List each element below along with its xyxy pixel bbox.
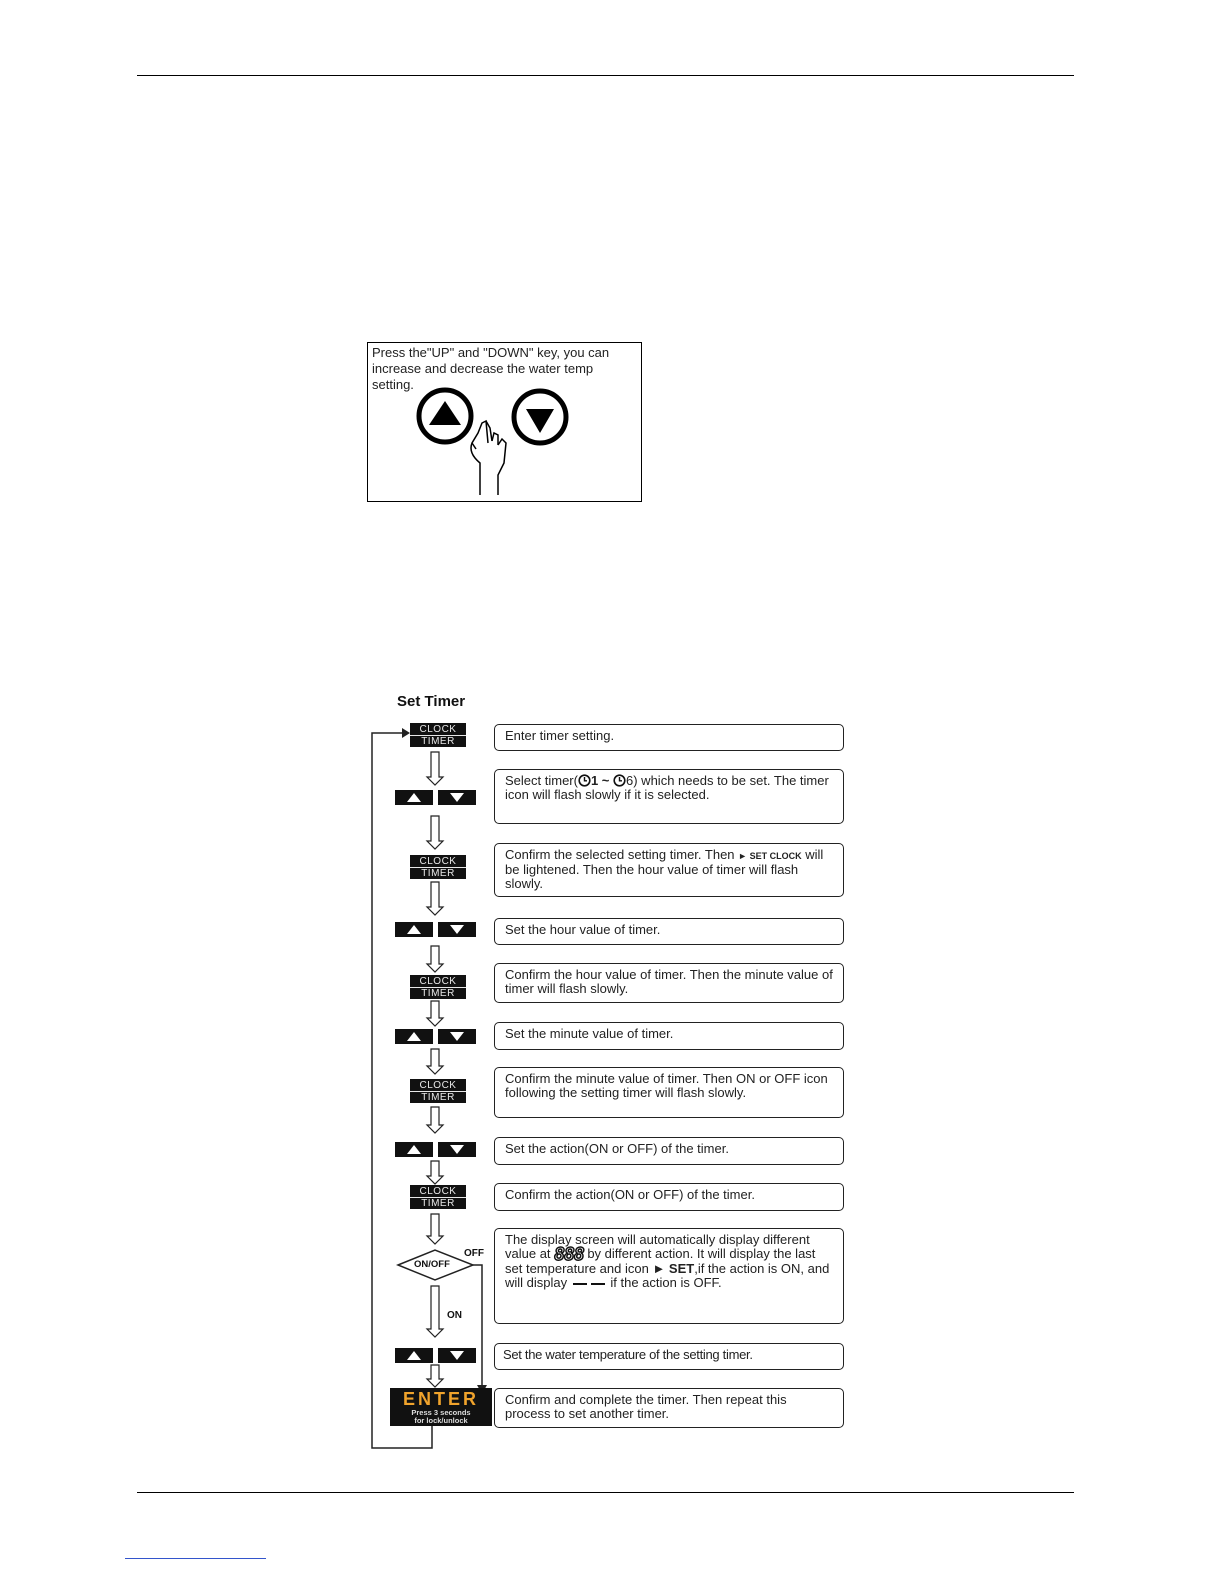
step-confirm-hour bbox=[494, 963, 844, 1003]
footer-rule bbox=[137, 1492, 1074, 1493]
step-confirm-selected-timer bbox=[494, 843, 844, 897]
up-down-keys[interactable] bbox=[395, 1029, 477, 1044]
on-off-decision-label: ON/OFF bbox=[414, 1259, 450, 1270]
step-text-bold: 1 ~ bbox=[590, 773, 614, 788]
clock-timer-key[interactable] bbox=[410, 723, 466, 747]
step-text: if the action is OFF. bbox=[610, 1275, 722, 1290]
step-text: Confirm the minute value of timer. Then ON or OFF icon following the setting timer will flash slowly. bbox=[505, 1071, 828, 1100]
key-top-label: CLOCK bbox=[410, 855, 466, 868]
step-text: ,if the action is ON, and will display bbox=[505, 1261, 830, 1290]
step-text: The display screen will automatically display different value at bbox=[505, 1232, 810, 1261]
key-bottom-label: TIMER bbox=[421, 988, 455, 999]
on-branch-label: ON bbox=[447, 1310, 462, 1321]
off-path-line bbox=[473, 1265, 482, 1392]
key-top-label: CLOCK bbox=[410, 1079, 466, 1092]
set-timer-title: Set Timer bbox=[397, 693, 466, 710]
down-key-icon bbox=[514, 391, 566, 443]
up-arrow-icon[interactable] bbox=[395, 790, 433, 805]
step-confirm-complete bbox=[494, 1388, 844, 1428]
down-arrow-icon[interactable] bbox=[438, 922, 476, 937]
clock-timer-key[interactable] bbox=[410, 975, 466, 999]
key-bottom-label: TIMER bbox=[421, 1092, 455, 1103]
flow-arrow bbox=[427, 1161, 443, 1184]
step-set-hour bbox=[494, 918, 844, 945]
flow-arrow bbox=[427, 1365, 443, 1387]
dash-icon bbox=[591, 1283, 605, 1285]
down-arrow-icon[interactable] bbox=[438, 1348, 476, 1363]
up-down-keys[interactable] bbox=[395, 1142, 477, 1157]
flow-arrow bbox=[427, 946, 443, 972]
step-text: Set the hour value of timer. bbox=[505, 922, 661, 937]
up-down-key-figure bbox=[367, 342, 642, 502]
step-text: Confirm the action(ON or OFF) of the timer. bbox=[505, 1187, 755, 1202]
step-text: Confirm the hour value of timer. Then the minute value of timer will flash slowly. bbox=[505, 967, 833, 996]
step-confirm-minute bbox=[494, 1067, 844, 1118]
up-down-instruction-text: Press the"UP" and "DOWN" key, you can increase and decrease the water temp setting. bbox=[372, 345, 610, 392]
step-display-info bbox=[494, 1228, 844, 1324]
up-down-keys[interactable] bbox=[395, 922, 477, 937]
step-select-timer bbox=[494, 769, 844, 824]
down-arrow-icon[interactable] bbox=[438, 1142, 476, 1157]
step-text: Confirm the selected setting timer. Then bbox=[505, 847, 735, 862]
flow-arrow bbox=[427, 1214, 443, 1244]
up-arrow-icon[interactable] bbox=[395, 1029, 433, 1044]
key-top-label: CLOCK bbox=[410, 975, 466, 988]
up-down-keys[interactable] bbox=[395, 1348, 477, 1363]
step-text: will be lightened. Then the hour value of timer will flash slowly. bbox=[505, 847, 824, 891]
segment-display-icon: 888 bbox=[554, 1244, 584, 1265]
step-text: Select timer( bbox=[505, 773, 578, 788]
up-arrow-icon[interactable] bbox=[395, 922, 433, 937]
key-top-label: CLOCK bbox=[410, 723, 466, 736]
step-set-water-temp bbox=[494, 1343, 844, 1370]
key-bottom-label: TIMER bbox=[421, 1198, 455, 1209]
up-key-icon bbox=[419, 390, 471, 442]
down-arrow-icon[interactable] bbox=[438, 790, 476, 805]
footer-link-underline bbox=[125, 1558, 266, 1559]
clock-icon bbox=[578, 774, 591, 787]
clock-timer-key[interactable] bbox=[410, 1079, 466, 1103]
clock-timer-key[interactable] bbox=[410, 1185, 466, 1209]
up-down-keys[interactable] bbox=[395, 790, 477, 805]
enter-key-hint-line1: Press 3 seconds bbox=[411, 1408, 471, 1417]
clock-timer-key[interactable] bbox=[410, 855, 466, 879]
step-text: Set the minute value of timer. bbox=[505, 1026, 674, 1041]
up-arrow-icon[interactable] bbox=[395, 1348, 433, 1363]
flow-arrow bbox=[427, 1286, 443, 1337]
down-arrow-icon[interactable] bbox=[438, 1029, 476, 1044]
step-text: Confirm and complete the timer. Then repeat this process to set another timer. bbox=[505, 1392, 787, 1421]
step-text: by different action. It will display the last set temperature and icon bbox=[505, 1246, 816, 1276]
step-enter-timer-setting bbox=[494, 724, 844, 751]
step-text: Set the water temperature of the setting timer. bbox=[503, 1347, 753, 1362]
enter-key-hint-line2: for lock/unlock bbox=[414, 1416, 468, 1425]
key-top-label: CLOCK bbox=[410, 1185, 466, 1198]
set-clock-indicator: ► SET CLOCK bbox=[738, 851, 802, 861]
step-text: 6) which needs to be set. The timer icon will flash slowly if it is selected. bbox=[505, 773, 829, 802]
step-text: Enter timer setting. bbox=[505, 728, 615, 743]
up-arrow-icon[interactable] bbox=[395, 1142, 433, 1157]
flow-arrow bbox=[427, 1107, 443, 1133]
flow-arrow bbox=[427, 816, 443, 849]
hand-pointer-icon bbox=[471, 421, 506, 495]
header-rule bbox=[137, 75, 1074, 76]
off-branch-label: OFF bbox=[464, 1248, 484, 1259]
key-bottom-label: TIMER bbox=[421, 868, 455, 879]
enter-key-label: ENTER bbox=[402, 1389, 479, 1409]
step-set-minute bbox=[494, 1022, 844, 1050]
step-confirm-action bbox=[494, 1183, 844, 1211]
set-indicator: ► SET bbox=[652, 1261, 695, 1276]
enter-key[interactable] bbox=[390, 1388, 492, 1426]
flow-arrow bbox=[427, 752, 443, 785]
flow-arrow bbox=[427, 882, 443, 915]
dash-icon bbox=[573, 1283, 587, 1285]
key-bottom-label: TIMER bbox=[421, 736, 455, 747]
loop-back-arrowhead bbox=[402, 728, 410, 738]
flow-arrow bbox=[427, 1001, 443, 1026]
up-down-keys-illustration bbox=[368, 343, 643, 503]
step-set-action bbox=[494, 1137, 844, 1165]
step-text: Set the action(ON or OFF) of the timer. bbox=[505, 1141, 729, 1156]
clock-icon bbox=[613, 774, 626, 787]
flow-arrow bbox=[427, 1049, 443, 1074]
